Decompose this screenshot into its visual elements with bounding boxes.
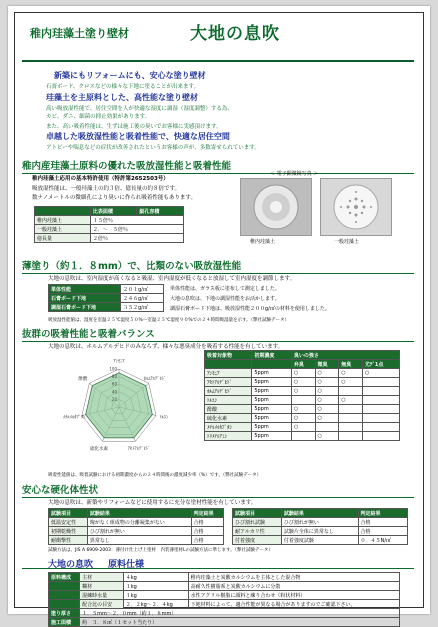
section1-line-2: 吸放湿性能は、一般珪藻土の約３倍、億長量の約８倍です。 (32, 186, 181, 192)
table-cell: ２４６g/㎡ (121, 294, 164, 303)
table-cell: ﾒﾁﾙﾒﾙｶﾌﾟﾀﾝ (205, 423, 252, 432)
table-header: 初期濃度 (252, 351, 291, 360)
table-cell: 試験片全体に異常なし (281, 527, 358, 536)
table-cell: ﾄﾙｴﾝ (205, 396, 252, 405)
section4-line-1: 大地の息吹は、新築やリフォームなどに使用するに充分な塗材性能を有しています。 (48, 500, 257, 506)
section1-title: 稚内産珪藻土原料の優れた吸放湿性能と吸着性能 (22, 158, 414, 174)
table-cell: １kg (123, 591, 188, 600)
table-cell (315, 423, 339, 432)
table-cell: 5ppm (252, 369, 291, 378)
table-cell: ○ (291, 369, 315, 378)
table-cell (339, 414, 363, 423)
table-row (205, 351, 400, 360)
table-cell: 付着強度試験 (281, 536, 358, 545)
table-row (233, 509, 408, 518)
intro-line-2: 石膏ボード、クロスなどの様々な下地に塗ることが出来ます。 (46, 84, 200, 90)
table-cell: 合格 (191, 527, 223, 536)
table-cell: ○ (291, 378, 315, 387)
table-cell: ﾎﾙﾑｱﾙﾃﾞﾋﾄﾞ (205, 387, 252, 396)
section1-line-3: 数ナノメートルの微細孔により臭いに作られ吸着性能もあります。 (32, 195, 196, 201)
photo-left-label: 稚内珪藻土 (250, 239, 276, 245)
table-cell: 5ppm (252, 396, 291, 405)
table-cell: ｱｾﾄｱﾙﾃﾞﾋﾄﾞ (205, 378, 252, 387)
table-row (233, 527, 408, 536)
table-header: 細孔容積 (137, 207, 184, 216)
table-header: 無臭 (339, 360, 363, 369)
hardened-properties-table-right (232, 508, 408, 545)
hardened-properties-table-left (48, 508, 224, 545)
photo-wakkanai-diatomite (240, 178, 312, 236)
table-cell: ﾄﾘﾒﾁﾙｱﾐﾝ (205, 432, 252, 441)
table-row (49, 509, 224, 518)
table-cell: ○ (315, 405, 339, 414)
moisture-table (48, 284, 164, 312)
table-header-blank (35, 207, 91, 216)
table-cell (339, 387, 363, 396)
table-cell: 試験結果 (87, 509, 191, 518)
table-row (35, 216, 184, 225)
radar-axis-label: ﾄﾙｴﾝ (159, 415, 169, 421)
table-cell: 試験結果 (281, 509, 358, 518)
intro-line-6: また、高い吸着性能は、生ずは施工後の臭いでお客様に実感頂けます。 (46, 124, 222, 130)
table-cell: ｱﾝﾓﾆｱ (205, 369, 252, 378)
table-row (205, 369, 400, 378)
table-cell (339, 432, 363, 441)
table-cell: ２０１g/㎡ (121, 285, 164, 294)
intro-line-3: 珪藻土を主原料とした、高性能な塗り壁材 (46, 93, 198, 102)
table-cell: 調湿石膏ボード下地 (49, 303, 121, 312)
table-cell: ○ (315, 378, 339, 387)
radar-tick-label: 80 (111, 374, 117, 380)
table-header: 微臭 (315, 360, 339, 369)
section3-title: 抜群の吸着性能と吸着バランス (22, 326, 414, 342)
table-cell: 単体性能 (49, 285, 121, 294)
table-cell: 稚内珪藻土 (35, 216, 91, 225)
table-header: 尤ﾃﾞ1点 (362, 360, 399, 369)
table-cell: 億長量 (35, 234, 91, 243)
table-row (49, 285, 164, 294)
table-cell: 石膏ボード下地 (49, 294, 121, 303)
table-cell: ○ (291, 423, 315, 432)
table-header (252, 360, 291, 369)
table-cell: 判定結果 (358, 509, 407, 518)
table-cell: 合格 (358, 518, 407, 527)
table-cell: ○ (315, 396, 339, 405)
table-cell: ○ (339, 378, 363, 387)
specific-surface-table (34, 206, 184, 243)
header-subtitle: 稚内珪藻土塗り壁材 (30, 27, 129, 40)
table-cell: ３５２g/㎡ (121, 303, 164, 312)
intro-line-7: 卓越した吸放湿性能と吸着性能で、快適な居住空間 (46, 132, 230, 141)
table-cell: 硫化水素 (205, 414, 252, 423)
section2-desc-2: 大地の息吹は、下地の調湿性能をお活かします。 (170, 296, 280, 302)
section3-note: 吸着性能値は、吸着試験における初期濃度からの２４時間後の濃度減少率（%）です。（弊社試験データ） (48, 473, 262, 478)
table-cell (49, 582, 80, 591)
table-cell: ２倍％ (90, 234, 183, 243)
section1-line-1: 稚内珪藻土応用の基本特許使用（特許第2652503号） (32, 176, 169, 182)
table-cell: １５倍％ (90, 216, 183, 225)
table-cell: 一般珪藻土 (35, 225, 91, 234)
table-header: 弁臭 (291, 360, 315, 369)
intro-line-5: カビ、ダニ、細菌の抑止効果があります。 (46, 114, 151, 120)
section3-line-1: 大地の息吹は、ホルムアルデヒドのみならず、様々な悪臭成分を吸着する性能を有しています。 (48, 344, 284, 350)
table-cell: 水性アクリル樹脂に顔料と練り合わせ（粉状材料） (188, 591, 399, 600)
table-cell: １kg (123, 582, 188, 591)
table-cell: ひび割れが無い (87, 527, 191, 536)
table-row (35, 234, 184, 243)
table-cell: ひび割れ試験 (233, 518, 282, 527)
intro-line-1: 新築にもリフォームにも、安心な塗り壁材 (54, 71, 206, 80)
table-cell: ２．～ ５倍％ (90, 225, 183, 234)
table-cell (362, 423, 399, 432)
table-cell: 塊がなく組成物の分離凝集がない (87, 518, 191, 527)
table-cell: 5ppm (252, 405, 291, 414)
section2-desc-3: 調湿石膏ボード下地は、吸放湿性能２００g/㎡の材料を使用しました。 (170, 306, 330, 312)
table-cell: １．５mm～２．０mm（約１．８mm） (80, 609, 400, 618)
table-cell: ひび割れが無い (281, 518, 358, 527)
table-cell (49, 600, 80, 609)
table-cell: 耐アルカリ性 (233, 527, 282, 536)
table-cell (339, 405, 363, 414)
table-cell: ○ (315, 369, 339, 378)
photo-caption: ＜ 電子顕微鏡写真 ＞ (270, 171, 319, 177)
radar-axis-label: 硫化水素 (90, 446, 109, 452)
table-cell: 酢酸 (205, 405, 252, 414)
section2-note: 吸放湿性能値は、湿度を室温２５℃湿度５０%～室温２５℃湿度９０%での２４時間吸湿量を示す。（弊社試験データ） (48, 318, 290, 323)
section2-desc-1: 単体性能は、ガラス板に塗布して測定しました。 (170, 286, 280, 292)
table-cell: 5ppm (252, 432, 291, 441)
raw-material-table (48, 572, 400, 627)
table-cell: ４kg (123, 573, 188, 582)
document-page (8, 6, 430, 626)
intro-line-8: アトピーや喘息などの症状が改善されたというお客様の声が、多数寄せられています。 (46, 145, 260, 151)
table-cell: 5ppm (252, 423, 291, 432)
radar-tick-label: 60 (111, 381, 117, 387)
table-cell: 原料構成 (49, 573, 80, 582)
section5-title-b: 原料仕様 (108, 560, 145, 570)
table-cell: 試験項目 (233, 509, 282, 518)
table-row (49, 527, 224, 536)
table-cell (362, 414, 399, 423)
table-cell (362, 378, 399, 387)
section4-note: 試験方法は、JIS A 6909-2003：薄付け仕上げ上塗材 内装薄塗材Lの試験方法に準じます。（弊社試験データ） (48, 548, 273, 553)
table-row (233, 536, 408, 545)
table-cell: ○ (362, 369, 399, 378)
table-cell: 混練時水量 (80, 591, 124, 600)
table-cell: 低温安定性 (49, 518, 88, 527)
intro-line-4: 高い吸放湿性能で、居住空間を人が快適な湿度に調湿（湿度調整）する為、 (46, 106, 233, 112)
table-row (205, 423, 400, 432)
table-cell: ○ (315, 387, 339, 396)
table-cell (362, 387, 399, 396)
table-cell (362, 432, 399, 441)
section4-title: 安心な硬化体性状 (22, 482, 414, 498)
table-row (205, 414, 400, 423)
table-header: 臭いの強さ (291, 351, 399, 360)
table-cell: 配合比の目安 (80, 600, 124, 609)
table-cell: 初期乾燥性 (49, 527, 88, 536)
table-row (233, 518, 408, 527)
table-cell: 耐衝撃性 (49, 536, 88, 545)
table-row (49, 536, 224, 545)
table-row (49, 618, 400, 627)
section5-rule (22, 568, 414, 569)
radar-axis-label: ｱﾝﾓﾆｱ (113, 359, 125, 365)
header-title: 大地の息吹 (190, 24, 280, 44)
table-header (205, 360, 252, 369)
table-cell (291, 432, 315, 441)
table-cell: 約 ３．８㎡（１セット当たり） (80, 618, 400, 627)
radar-axis-label: ﾒﾁﾙﾒﾙｶﾌﾟﾀﾝ (62, 415, 86, 421)
table-cell: ○ (291, 387, 315, 396)
section2-line-1: 大地の息吹は、室内湿度が高くなると吸湿、室内湿度が低くなると放湿して室内湿度を調節します。 (48, 276, 296, 282)
radar-axis-label: ﾎﾙﾑｱﾙﾃﾞﾋﾄﾞ (143, 376, 167, 382)
table-header: 吸着対象物 (205, 351, 252, 360)
radar-tick-label: 40 (111, 389, 117, 395)
table-cell: 5ppm (252, 378, 291, 387)
table-cell: 異常なし (87, 536, 191, 545)
table-cell: 施工面積 (49, 618, 80, 627)
table-cell (362, 396, 399, 405)
table-cell: ○ (339, 396, 363, 405)
table-row (35, 225, 184, 234)
table-cell: 合格 (191, 536, 223, 545)
table-row (49, 303, 164, 312)
table-row (49, 518, 224, 527)
section2-title: 薄塗り（約１．８mm）で、比類のない吸放湿性能 (22, 258, 414, 274)
table-header: 比表面積 (90, 207, 137, 216)
table-cell: 5ppm (252, 414, 291, 423)
table-cell: 試験項目 (49, 509, 88, 518)
adsorption-table (204, 350, 400, 441)
table-row (205, 405, 400, 414)
table-row (49, 609, 400, 618)
table-cell: 高耐久性樹脂系と炭酸カルシウムに分散 (188, 582, 399, 591)
radar-axis-label: ｱｾﾄｱﾙﾃﾞﾋﾄﾞ (127, 446, 151, 452)
table-cell (49, 591, 80, 600)
table-cell: ０．４５N/㎡ (358, 536, 407, 545)
table-cell: 付着強度 (233, 536, 282, 545)
table-row (49, 591, 400, 600)
photo-right-label: 一般珪藻土 (334, 239, 360, 245)
radar-tick-label: 20 (111, 396, 117, 402)
table-cell: 合格 (358, 527, 407, 536)
table-cell: 下地材料によって、適合性能が異なる場合がありますのでご確認下さい。 (188, 600, 399, 609)
table-cell: ○ (291, 405, 315, 414)
section5-title-a: 大地の息吹 (48, 560, 94, 570)
adsorption-radar-chart (44, 352, 194, 462)
table-cell (362, 405, 399, 414)
table-cell: 合格 (191, 518, 223, 527)
table-cell (339, 423, 363, 432)
table-row (49, 582, 400, 591)
table-cell: 稚内珪藻土と炭酸カルシウムを主体とした混合物 (188, 573, 399, 582)
table-cell: ２．２kg～２．４kg (123, 600, 188, 609)
table-row (205, 387, 400, 396)
table-cell: 判定結果 (191, 509, 223, 518)
table-cell: ○ (291, 414, 315, 423)
table-row (49, 573, 400, 582)
radar-area (86, 373, 153, 438)
table-cell: 主材 (80, 573, 124, 582)
table-cell: ○ (339, 369, 363, 378)
table-row (205, 432, 400, 441)
table-cell (291, 396, 315, 405)
table-cell: 5ppm (252, 387, 291, 396)
table-row (49, 600, 400, 609)
table-cell: ○ (315, 432, 339, 441)
radar-tick-label: 100 (109, 366, 117, 372)
table-cell: ○ (315, 414, 339, 423)
table-row (205, 378, 400, 387)
radar-axis-label: 酢酸 (78, 376, 88, 382)
table-cell: 糊材 (80, 582, 124, 591)
photo-general-diatomite (320, 178, 392, 236)
table-row (49, 294, 164, 303)
table-cell: 塗り厚さ (49, 609, 80, 618)
table-row (205, 396, 400, 405)
table-row (205, 360, 400, 369)
